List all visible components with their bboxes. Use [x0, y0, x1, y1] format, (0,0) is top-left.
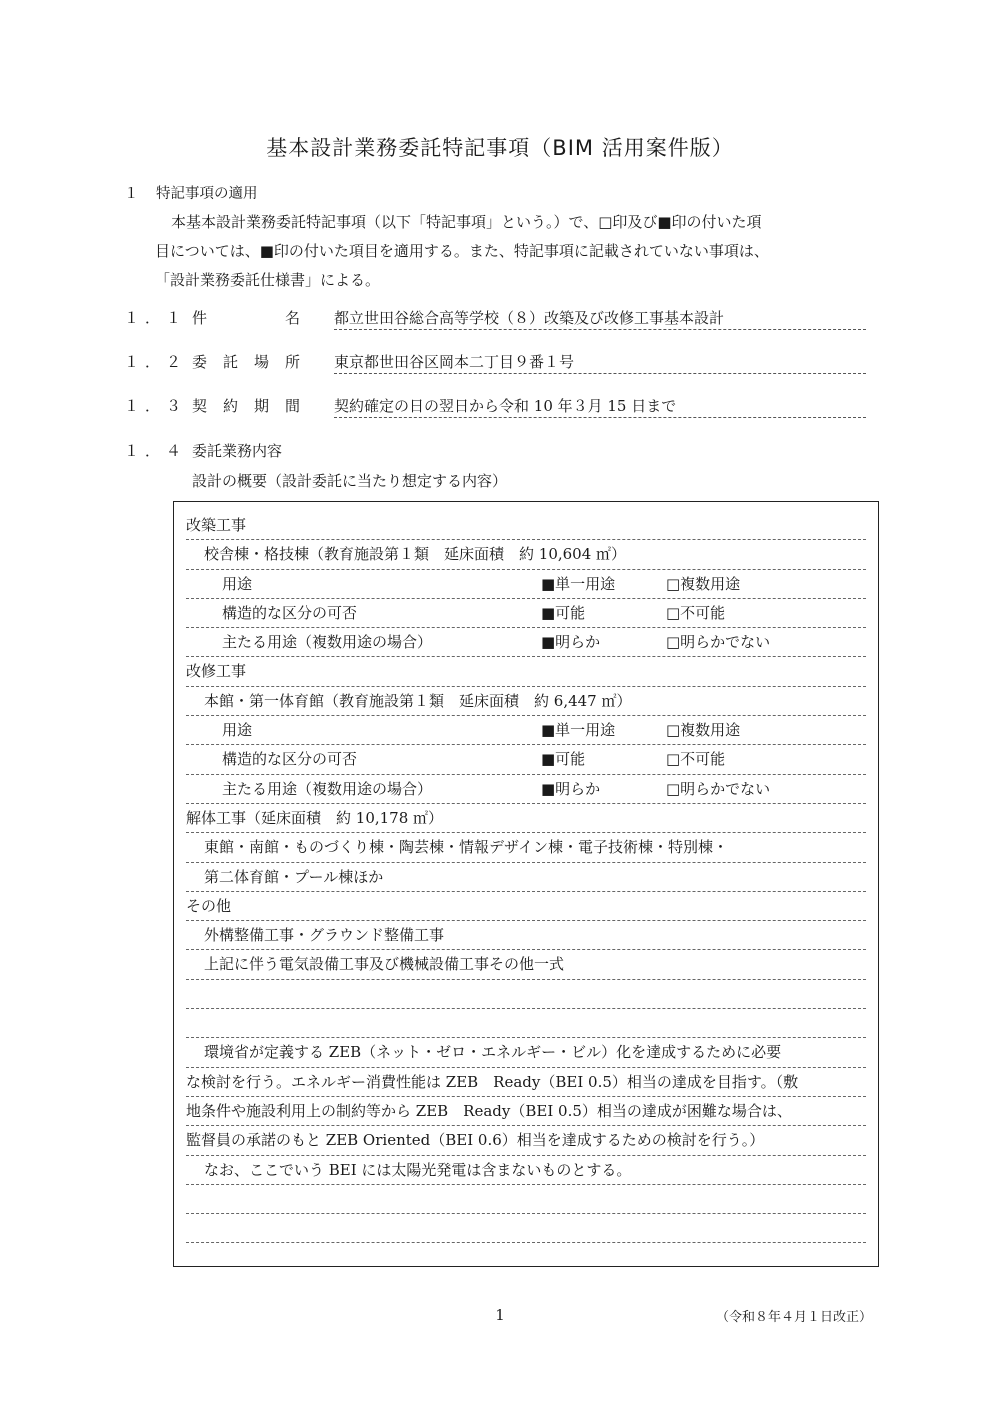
item-label-char: 契 — [192, 397, 208, 415]
item-label-char: 場 — [253, 353, 269, 371]
page-number: 1 — [495, 1306, 505, 1324]
item-label-char: 期 — [253, 397, 269, 415]
overview-line-text: 主たる用途（複数用途の場合） — [222, 633, 433, 652]
item-value: 都立世田谷総合高等学校（８）改築及び改修工事基本設計 — [334, 307, 866, 330]
overview-line-text: 東館・南館・ものづくり棟・陶芸棟・情報デザイン棟・電子技術棟・特別棟・ — [204, 838, 728, 857]
overview-line — [186, 599, 866, 628]
item-1-4-heading — [124, 440, 282, 461]
overview-line — [186, 921, 866, 950]
item-value: 東京都世田谷区岡本二丁目９番１号 — [334, 351, 866, 374]
item-label: 委託業務内容 — [192, 442, 283, 460]
revision-date: （令和８年４月１日改正） — [715, 1310, 872, 1325]
item-label-char: 所 — [284, 353, 300, 371]
overview-line — [186, 1185, 866, 1214]
paragraph-line: 目については、■印の付いた項目を適用する。また、特記事項に記載されていない事項は、 — [155, 242, 769, 260]
overview-option-unselected: □不可能 — [666, 603, 726, 622]
overview-line-text: なお、ここでいう BEI には太陽光発電は含まないものとする。 — [204, 1160, 632, 1179]
overview-line — [186, 804, 866, 833]
section-1-paragraph — [155, 208, 867, 295]
overview-line — [186, 745, 866, 774]
section-1-title: 特記事項の適用 — [156, 186, 258, 202]
overview-option-selected: ■単一用途 — [541, 574, 616, 593]
overview-option-unselected: □複数用途 — [666, 721, 741, 740]
overview-option-unselected: □明らかでない — [666, 779, 771, 798]
item-label-char: 委 — [192, 353, 208, 371]
item-label-char: 名 — [284, 309, 300, 327]
item-label-char: 間 — [284, 397, 300, 415]
overview-option-selected: ■可能 — [541, 750, 586, 769]
overview-line-text: 用途 — [222, 721, 253, 740]
overview-line — [186, 833, 866, 862]
overview-line — [186, 716, 866, 745]
overview-line-text: 環境省が定義する ZEB（ネット・ゼロ・エネルギー・ビル）化を達成するために必要 — [204, 1043, 782, 1062]
overview-line-text: 校舎棟・格技棟（教育施設第１類 延床面積 約 10,604 ㎡） — [204, 545, 627, 564]
overview-line — [186, 1009, 866, 1038]
overview-line-text: 地条件や施設利用上の制約等から ZEB Ready（BEI 0.5）相当の達成が困難な場合は、 — [186, 1101, 792, 1120]
document-title: 基本設計業務委託特記事項（BIM 活用案件版） — [266, 136, 734, 160]
paragraph-line: 「設計業務委託仕様書」による。 — [155, 271, 381, 289]
overview-line — [186, 628, 866, 657]
overview-option-selected: ■単一用途 — [541, 721, 616, 740]
overview-line — [186, 950, 866, 979]
overview-option-unselected: □複数用途 — [666, 574, 741, 593]
item-number: １．２ — [124, 353, 188, 371]
overview-line — [186, 1156, 866, 1185]
section-1-heading — [124, 182, 258, 203]
item-number: １．１ — [124, 309, 188, 327]
overview-option-selected: ■明らか — [541, 633, 601, 652]
paragraph-line: 本基本設計業務委託特記事項（以下「特記事項」という。）で、□印及び■印の付いた項 — [171, 213, 762, 231]
overview-line — [186, 1038, 866, 1067]
overview-line — [186, 775, 866, 804]
overview-line-text: 用途 — [222, 574, 253, 593]
item-label — [192, 395, 300, 416]
item-label-char: 件 — [192, 309, 208, 327]
overview-line — [186, 1214, 866, 1243]
overview-option-unselected: □明らかでない — [666, 633, 771, 652]
item-label-char: 託 — [222, 353, 238, 371]
overview-line — [186, 1068, 866, 1097]
overview-line-text: 改修工事 — [186, 662, 247, 681]
overview-line-text: 上記に伴う電気設備工事及び機械設備工事その他一式 — [204, 955, 565, 974]
section-1-number: １ — [124, 186, 139, 202]
overview-line — [186, 657, 866, 686]
overview-line-text: 改築工事 — [186, 516, 247, 534]
overview-line-text: その他 — [186, 896, 232, 915]
item-label — [192, 351, 300, 372]
overview-option-unselected: □不可能 — [666, 750, 726, 769]
overview-option-selected: ■明らか — [541, 779, 601, 798]
overview-line-text: 本館・第一体育館（教育施設第１類 延床面積 約 6,447 ㎡） — [204, 691, 632, 710]
item-value: 契約確定の日の翌日から令和 10 年３月 15 日まで — [334, 395, 866, 418]
overview-line — [186, 980, 866, 1009]
design-overview-heading: 設計の概要（設計委託に当たり想定する内容） — [192, 472, 508, 490]
overview-line — [186, 892, 866, 921]
item-number: １．３ — [124, 397, 188, 415]
overview-line-text: 第二体育館・プール棟ほか — [204, 867, 384, 886]
item-label-char: 約 — [222, 397, 238, 415]
overview-line-text: 外構整備工事・グラウンド整備工事 — [204, 926, 445, 945]
overview-line-text: 構造的な区分の可否 — [222, 603, 358, 622]
overview-line — [186, 1126, 866, 1155]
overview-line — [186, 687, 866, 716]
overview-line-text: 解体工事（延床面積 約 10,178 ㎡） — [186, 808, 444, 827]
item-label — [192, 307, 300, 328]
overview-line-text: 監督員の承諾のもと ZEB Oriented（BEI 0.6）相当を達成するための検討を行う。） — [186, 1131, 765, 1150]
overview-line-text: 構造的な区分の可否 — [222, 750, 358, 769]
overview-line — [186, 570, 866, 599]
overview-line-text: な検討を行う。エネルギー消費性能は ZEB Ready（BEI 0.5）相当の達成を目指す。（敷 — [186, 1072, 799, 1091]
overview-line — [186, 540, 866, 569]
overview-line — [186, 863, 866, 892]
overview-option-selected: ■可能 — [541, 603, 586, 622]
overview-line — [186, 511, 866, 540]
overview-line-text: 主たる用途（複数用途の場合） — [222, 779, 433, 798]
overview-line — [186, 1097, 866, 1126]
design-overview-lines — [186, 511, 866, 1243]
item-number: １．４ — [124, 442, 188, 460]
